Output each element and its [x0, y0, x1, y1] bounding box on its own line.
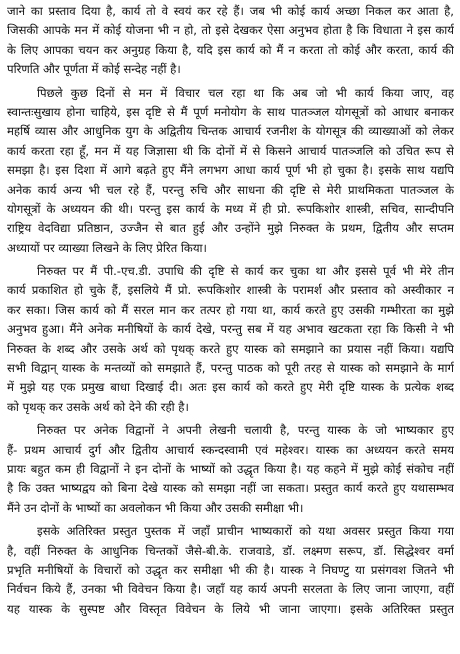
text-line: जाने का प्रस्ताव दिया है, कार्य तो वे स्वयं कर रहे हैं। जब भी कोई कार्य अच्छा निकल कर आता है,	[7, 4, 454, 18]
text-line: अनुभव हुआ। मैंने अनेक मनीषियों के कार्य देखे, परन्तु सब में यह अभाव खटकता रहा कि किसी ने भी	[7, 322, 454, 337]
text-line: कर सका। जिस कार्य को मैं सरल मान कर तत्पर हो गया था, कार्य करते हुए उसकी गम्भीरता का मुझे	[7, 302, 454, 317]
text-line: निर्वचन किये हैं, उनका भी विवेचन किया है। जहाँ यह कार्य अपनी सरलता के लिए जाना जाएगा, वहीं	[7, 582, 454, 597]
text-line: परिणति और पूर्णता में कोई सन्देह नहीं है।	[7, 62, 181, 77]
text-line: समझा है। इस दिशा में आगे बढ़ते हुए मैंने लगभग आधा कार्य पूर्ण भी हो चुका है। इसके साथ यद्यपि	[7, 163, 454, 178]
paragraph-3	[7, 262, 454, 417]
text-line: यह यास्क के सुस्पष्ट और विस्तृत विवेचन के लिये भी जाना जाएगा। इसके अतिरिक्त प्रस्तुत	[7, 601, 454, 616]
text-line: योगसूत्रों के अध्ययन की थी। परन्तु इस कार्य के मध्य में ही प्रो. रूपकिशोर शास्त्री, सचिव, सान्दीपनि	[7, 201, 454, 216]
text-line: पिछले कुछ दिनों से मन में विचार चल रहा था कि अब जो भी कार्य किया जाए, वह	[37, 85, 454, 100]
text-line: अनेक कार्य अन्य भी चल रहे हैं, परन्तु रुचि और साधना की दृष्टि से मेरी प्राथमिकता पातञ्जल के	[7, 182, 454, 197]
text-line: कार्य करता रहा हूँ, मन में यह जिज्ञासा थी कि दोनों में से किसने आचार्य पातञ्जलि को उचित रूप से	[7, 143, 454, 158]
text-line: अध्यायों पर व्याख्या लिखने के लिए प्रेरित किया।	[7, 240, 207, 255]
text-line: है कि उक्त भाष्यद्वय को बिना देखे यास्क को समझा नहीं जा सकता। प्रस्तुत कार्य करते हुए यथासम्भव	[7, 481, 454, 496]
text-line: में मुझे यह एक प्रमुख बाधा दिखाई दी। अतः इस कार्य को करते हुए मेरी दृष्टि यास्क के प्रत्येक शब्द	[7, 380, 454, 395]
text-line: के लिए आपका चयन कर अनुग्रह किया है, यदि इस कार्य को मैं न करता तो कोई और करता, कार्य की	[7, 42, 454, 57]
text-line: मैंने उन दोनों के भाष्यों का अवलोकन भी किया और उसकी समीक्षा भी।	[7, 500, 304, 515]
text-line: को पृथक् कर उसके अर्थ को देने की रही है।	[7, 399, 189, 414]
paragraph-2	[7, 84, 454, 259]
text-line: निरुक्त पर मैं पी.-एच.डी. उपाधि की दृष्टि से कार्य कर चुका था और इससे पूर्व भी मेरे तीन	[37, 264, 454, 279]
text-line: प्रायः बहुत कम ही विद्वानों ने इन दोनों के भाष्यों को उद्धृत किया है। यह कहने में मुझे कोई संकोच नहीं	[7, 461, 454, 476]
text-line: राष्ट्रिय वेदविद्या प्रतिष्ठान, उज्जैन से बात हुई और उन्होंने मुझे निरुक्त के प्रथम, द्वितीय और सप्तम	[7, 221, 454, 236]
text-line: सभी विद्वान् यास्क के मन्तव्यों को समझाते हैं, परन्तु पाठक को पूरी तरह से यास्क को समझाने के मार्ग	[7, 361, 454, 376]
text-line: निरुक्त पर अनेक विद्वानों ने अपनी लेखनी चलायी है, परन्तु यास्क के जो भाष्यकार हुए	[37, 423, 454, 438]
text-line: कार्य प्रकाशित हो चुके हैं, इसलिये मैं प्रो. रूपकिशोर शास्त्री के परामर्श और प्रस्ताव को अस्वीकार न	[7, 283, 454, 298]
text-line: जिसकी आपके मन में कोई योजना भी न हो, तो इसे देखकर ऐसा अनुभव होता है कि विधाता ने इस कार्य	[7, 23, 454, 38]
text-line: निरुक्त के शब्द और उसके अर्थ को पृथक् करते हुए यास्क को समझाने का प्रयास नहीं किया। यद्यपि	[7, 341, 454, 356]
paragraph-1	[7, 2, 454, 80]
text-line: महर्षि व्यास और आधुनिक युग के अद्वितीय चिन्तक आचार्य रजनीश के योगसूत्र की व्याख्याओं को लेकर	[7, 124, 454, 139]
text-line: प्रभृति मनीषियों के विचारों को उद्धृत कर समीक्षा भी की है। यास्क ने निघण्टु या प्रसंगवश जितने भी	[7, 562, 454, 577]
paragraph-5	[7, 522, 454, 619]
text-line: हैं- प्रथम आचार्य दुर्ग और द्वितीय आचार्य स्कन्दस्वामी एवं महेश्वर। यास्क का अध्ययन करते समय	[7, 442, 454, 457]
paragraph-4	[7, 421, 454, 518]
text-line: इसके अतिरिक्त प्रस्तुत पुस्तक में जहाँ प्राचीन भाष्यकारों को यथा अवसर प्रस्तुत किया गया	[37, 524, 454, 539]
text-line: है, वहीं निरुक्त के आधुनिक चिन्तकों जैसे-बी.के. राजवाडे, डॉ. लक्ष्मण सरूप, डॉ. सिद्धेश्वर वर्मा	[7, 543, 454, 558]
text-line: स्वान्तःसुखाय होना चाहिये, इस दृष्टि से मैं पूर्ण मनोयोग के साथ पातञ्जल योगसूत्रों को आधार बनाकर	[7, 104, 454, 119]
